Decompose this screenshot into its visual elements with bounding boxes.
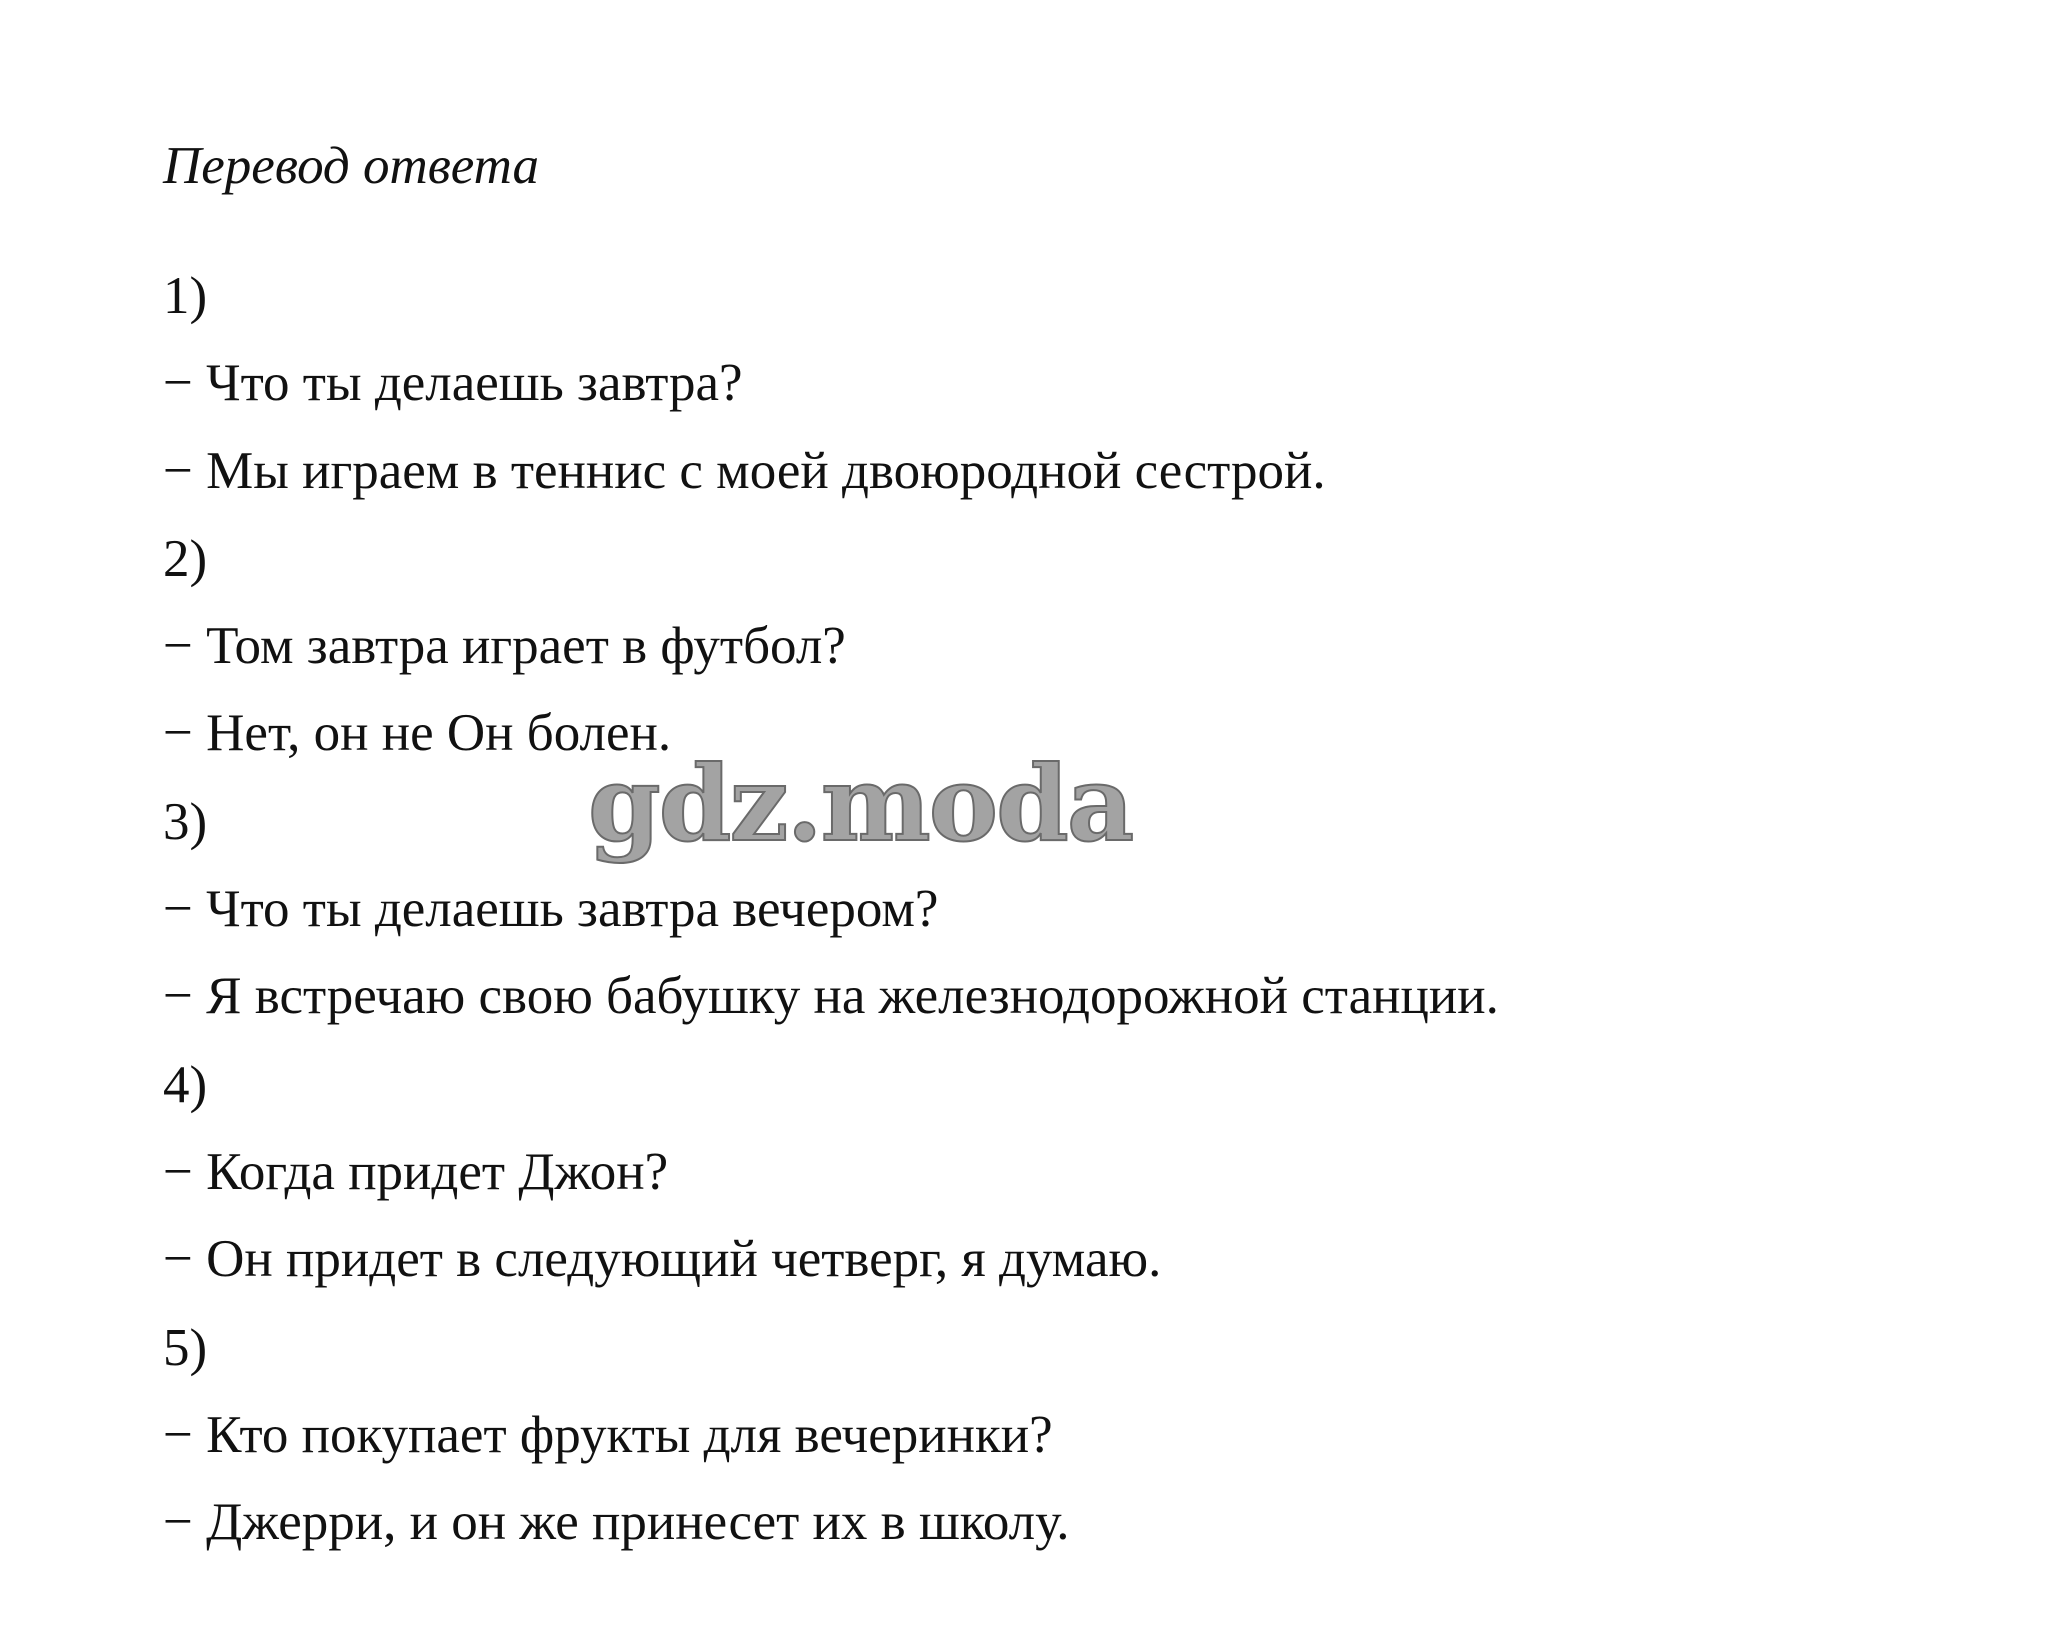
item-1-number: 1) (163, 267, 208, 325)
item-3-question: − Что ты делаешь завтра вечером? (163, 880, 939, 938)
item-2-question: − Том завтра играет в футбол? (163, 617, 846, 675)
item-5-number: 5) (163, 1319, 208, 1377)
item-4-question: − Когда придет Джон? (163, 1143, 669, 1201)
item-3-answer: − Я встречаю свою бабушку на железнодорожной станции. (163, 967, 1499, 1025)
item-4-answer: − Он придет в следующий четверг, я думаю. (163, 1230, 1162, 1288)
watermark-logo: gdz.moda (588, 742, 1133, 865)
item-1-answer: − Мы играем в теннис с моей двоюродной сестрой. (163, 442, 1326, 500)
item-5-answer: − Джерри, и он же принесет их в школу. (163, 1493, 1070, 1551)
item-4-number: 4) (163, 1056, 208, 1114)
item-5-question: − Кто покупает фрукты для вечеринки? (163, 1406, 1053, 1464)
item-3-number: 3) (163, 793, 208, 851)
item-2-number: 2) (163, 530, 208, 588)
item-1-question: − Что ты делаешь завтра? (163, 354, 743, 412)
page-title: Перевод ответа (163, 137, 540, 195)
item-2-answer: − Нет, он не Он болен. (163, 704, 672, 762)
